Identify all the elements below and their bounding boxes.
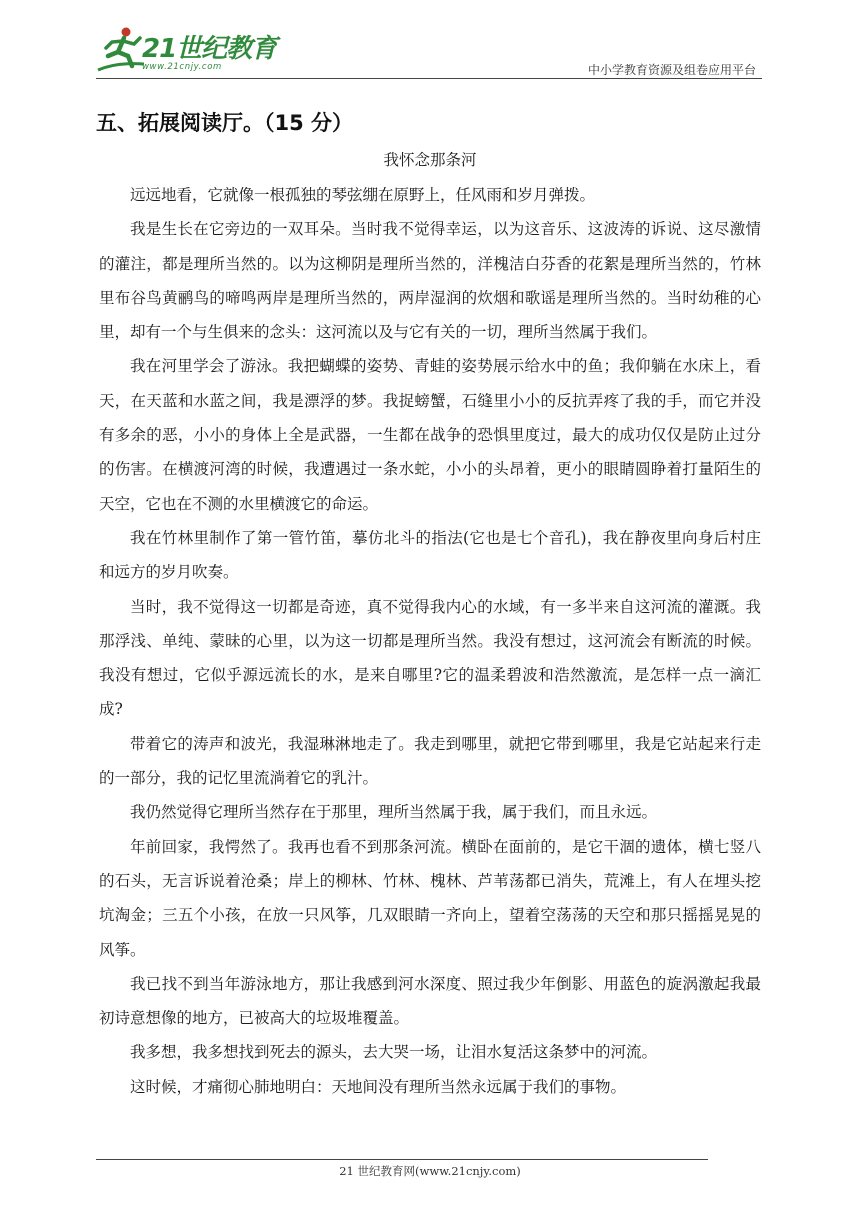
essay-paragraph: 我是生长在它旁边的一双耳朵。当时我不觉得幸运，以为这音乐、这波涛的诉说、这尽激情的灌注，都是理所当然的。以为这柳阴是理所当然的，洋槐洁白芬香的花絮是理所当然的，竹林里布谷鸟黄鹂鸟的啼鸣两岸是理所当然的，两岸湿润的炊烟和歌谣是理所当然的。当时幼稚的心里，却有一个与生俱来的念头：这河流以及与它有关的一切，理所当然属于我们。 (99, 220, 761, 342)
logo-text: 21世纪教育 (142, 34, 277, 64)
runner-icon (96, 26, 148, 74)
essay-body (99, 178, 761, 1104)
essay-paragraph: 带着它的涛声和波光，我湿琳淋地走了。我走到哪里，就把它带到哪里，我是它站起来行走的一部分，我的记忆里流淌着它的乳汁。 (99, 734, 761, 788)
essay-paragraph: 我仍然觉得它理所当然存在于那里，理所当然属于我，属于我们，而且永远。 (130, 803, 658, 822)
essay-paragraph: 远远地看，它就像一根孤独的琴弦绷在原野上，任风雨和岁月弹拨。 (130, 186, 596, 204)
essay-paragraph: 我多想，我多想找到死去的源头，去大哭一场，让泪水复活这条梦中的河流。 (130, 1043, 658, 1062)
essay-title: 我怀念那条河 (383, 151, 477, 169)
page-header (0, 0, 860, 80)
essay-paragraph: 我在竹林里制作了第一管竹笛，摹仿北斗的指法(它也是七个音孔)，我在静夜里向身后村庄和远方的岁月吹奏。 (99, 528, 761, 582)
section-title: 五、拓展阅读厅。（15 分） (96, 111, 354, 135)
platform-name: 中小学教育资源及组卷应用平台 (587, 63, 756, 77)
footer-text[interactable]: 21 世纪教育网(www.21cnjy.com) (339, 1164, 521, 1178)
essay-paragraph: 当时，我不觉得这一切都是奇迹，真不觉得我内心的水域，有一多半来自这河流的灌溉。我那浮浅、单纯、蒙昧的心里，以为这一切都是理所当然。我没有想过，这河流会有断流的时候。我没有想过，它似乎源远流长的水，是来自哪里?它的温柔碧波和浩然激流，是怎样一点一滴汇成? (99, 597, 761, 719)
footer-divider (96, 1159, 708, 1160)
essay-paragraph: 年前回家，我愕然了。我再也看不到那条河流。横卧在面前的，是它干涸的遗体，横七竖八的石头，无言诉说着沧桑；岸上的柳林、竹林、槐林、芦苇荡都已消失，荒滩上，有人在埋头挖坑淘金；三五个小孩，在放一只风筝，几双眼睛一齐向上，望着空荡荡的天空和那只摇摇晃晃的风筝。 (99, 837, 761, 959)
essay-paragraph: 我在河里学会了游泳。我把蝴蝶的姿势、青蛙的姿势展示给水中的鱼；我仰躺在水床上，看天，在天蓝和水蓝之间，我是漂浮的梦。我捉螃蟹，石缝里小小的反抗弄疼了我的手，而它并没有多余的恶，小小的身体上全是武器，一生都在战争的恐惧里度过，最大的成功仅仅是防止过分的伤害。在横渡河湾的时候，我遭遇过一条水蛇，小小的头昂着，更小的眼睛圆睁着打量陌生的天空，它也在不测的水里横渡它的命运。 (99, 357, 761, 513)
logo-url: www.21cnjy.com (142, 62, 222, 72)
essay-paragraph: 这时候，才痛彻心肺地明白：天地间没有理所当然永远属于我们的事物。 (130, 1077, 627, 1096)
essay-paragraph: 我已找不到当年游泳地方，那让我感到河水深度、照过我少年倒影、用蓝色的旋涡激起我最初诗意想像的地方，已被高大的垃圾堆覆盖。 (99, 974, 761, 1028)
header-divider (96, 78, 762, 79)
site-logo[interactable] (96, 26, 277, 76)
